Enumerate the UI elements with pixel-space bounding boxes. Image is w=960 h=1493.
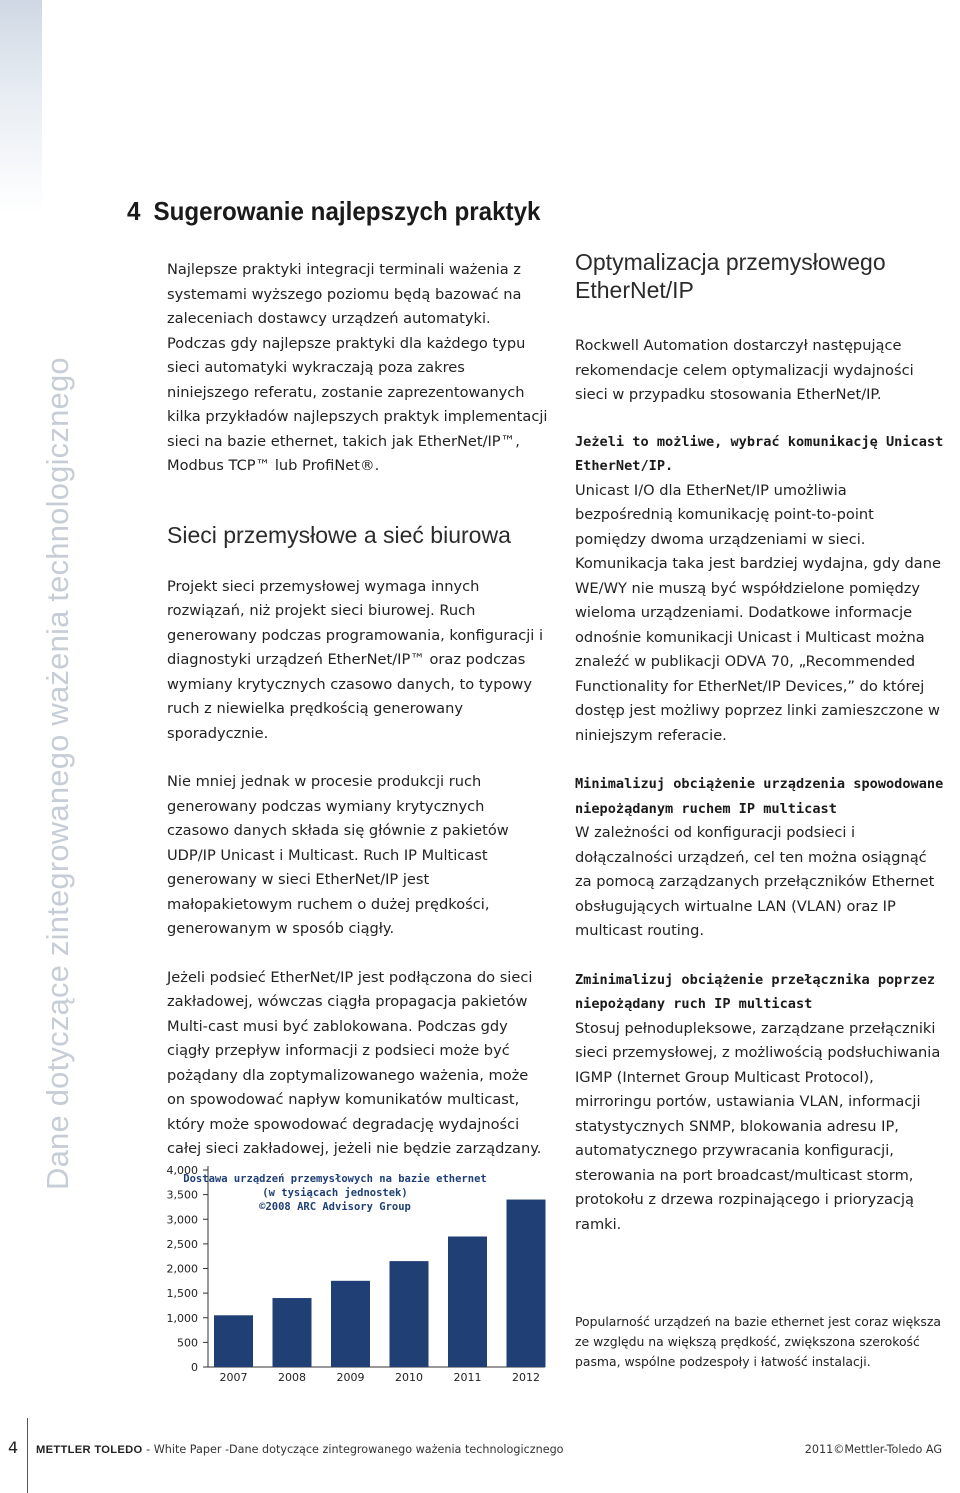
bar-2010 [390,1261,429,1367]
chart-bars [214,1200,546,1367]
subheading-optimization-line2: EtherNet/IP [575,277,694,303]
y-tick-label: 500 [177,1336,198,1350]
sidebar-gradient [0,0,42,1190]
footer-brand: METTLER TOLEDO [36,1444,143,1456]
vertical-document-title: Dane dotyczące zintegrowanego ważenia technologicznego [40,357,75,1190]
paragraph-production-traffic: Nie mniej jednak w procesie produkcji ruch generowany podczas wymiany krytycznych czasowo danych składa się głównie z pakietów UDP/IP Unicast i Multicast. Ruch IP Multicast generowany w sieci EtherNet/IP jest małopakietowym ruchem o dużej prędkości, generowanym w sposób ciągły. [167,773,509,937]
paragraph-rockwell-recommendations: Rockwell Automation dostarczył następujące rekomendacje celem optymalizacji wydajności sieci w przypadku stosowania EtherNet/IP. [575,337,914,403]
paragraph-subnet-connection: Jeżeli podsieć EtherNet/IP jest podłączona do sieci zakładowej, wówczas ciągła propagacja pakietów Multi-cast musi być zablokowana. Podczas gdy ciągły przepływ informacji z podsieci może być pożądany dla zoptymalizowanego ważenia, może on spowodować napływ komunikatów multicast, który może spowodować degradację wydajności całej sieci zakładowej, jeżeli nie będzie zarządzany. [167,968,542,1157]
chart-title-line: ©2008 ARC Advisory Group [259,1201,411,1213]
y-tick-label: 2,000 [166,1262,198,1276]
x-tick-label: 2011 [453,1371,482,1384]
bar-2007 [214,1315,253,1367]
bar-2012 [507,1200,546,1367]
chart-caption: Popularność urządzeń na bazie ethernet jest coraz większa ze względu na większą prędkość, zwiększona szerokość pasma, wspólne podzespoły i łatwość instalacji. [575,1314,941,1369]
y-tick-label: 1,500 [166,1287,198,1301]
footer-document-title: - White Paper -Dane dotyczące zintegrowanego ważenia technologicznego [142,1443,564,1456]
chart-title-line: Dostawa urządzeń przemysłowych na bazie ethernet [183,1173,487,1185]
x-tick-label: 2008 [278,1371,306,1384]
bar-2009 [331,1281,370,1367]
subheading-optimization [575,248,945,304]
right-column [575,248,945,1369]
chart-title-line: (w tysiącach jednostek) [262,1187,408,1199]
bar-2008 [273,1298,312,1367]
paragraph-minimize-switch-load: Stosuj pełnodupleksowe, zarządzane przełączniki sieci przemysłowej, z możliwością podsłuchiwania IGMP (Internet Group Multicast Protocol), mirroringu portów, ustawiania VLAN, informacji statystycznych SNMP, blokowania adresu IP, automatycznego przywracania konfiguracji, sterowania na port broadcast/multicast storm, protokołu z drzewa rozpinającego i prioryzacją ramki. [575,1019,941,1233]
chart-title [183,1173,486,1213]
y-tick-label: 0 [191,1361,198,1374]
bar-chart-svg [140,1150,560,1400]
section-number: 4 [127,196,141,226]
bar-chart [140,1150,560,1400]
x-tick-label: 2007 [219,1371,248,1384]
intro-paragraph: Najlepsze praktyki integracji terminali ważenia z systemami wyższego poziomu będą bazować na zaleceniach dostawcy urządzeń automatyki. Podczas gdy najlepsze praktyki dla każdego typu sieci automatyki wykraczają poza zakres niniejszego referatu, zostanie zaprezentowanych kilka przykładów najlepszych praktyk implementacji sieci na bazie ethernet, takich jak EtherNet/IP™, Modbus TCP™ lub ProfiNet®. [167,261,548,474]
x-tick-label: 2010 [395,1371,423,1384]
y-tick-label: 1,000 [166,1311,198,1325]
y-tick-label: 4,000 [166,1164,198,1177]
footer-divider [27,1418,28,1493]
subheading-industrial-vs-office: Sieci przemysłowe a sieć biurowa [167,521,511,548]
footer-document-label [36,1443,564,1456]
subheading-optimization-line1: Optymalizacja przemysłowego [575,249,886,275]
section-heading [127,196,541,227]
heading-unicast: Jeżeli to możliwe, wybrać komunikację Unicast EtherNet/IP. [575,433,944,474]
chart-x-labels [220,1371,541,1384]
bar-2011 [448,1236,487,1367]
paragraph-minimize-device-load: W zależności od konfiguracji podsieci i dołączalności urządzeń, cel ten można osiągnąć za pomocą zarządzanych przełączników Ethernet obsługujących wirtualne LAN (VLAN) oraz IP multicast routing. [575,824,935,939]
paragraph-industrial-network-design: Projekt sieci przemysłowej wymaga innych rozwiązań, niż projekt sieci biurowej. Ruch generowany podczas programowania, konfiguracji i diagnostyki urządzeń EtherNet/IP™ oraz podczas wymiany krytycznych czasowo danych, to typowy ruch z niewielka prędkością generowany sporadycznie. [167,577,544,742]
y-tick-label: 2,500 [166,1237,198,1251]
footer-copyright: 2011©Mettler-Toledo AG [804,1443,942,1456]
paragraph-unicast: Unicast I/O dla EtherNet/IP umożliwia bezpośrednią komunikację point-to-point pomiędzy dwoma urządzeniami w sieci. Komunikacja taka jest bardziej wydajna, gdy dane WE/WY nie muszą być współdzielone pomiędzy wieloma urządzeniami. Dodatkowe informacje odnośnie komunikacji Unicast i Multicast można znaleźć w publikacji ODVA 70, „Recommended Functionality for EtherNet/IP Devices,” do której dostęp jest możliwy poprzez linki zamieszczone w niniejszym referacie. [575,481,941,744]
heading-minimize-device-load: Minimalizuj obciążenie urządzenia spowodowane niepożądanym ruchem IP multicast [575,776,944,817]
x-tick-label: 2009 [336,1371,365,1384]
section-title: Sugerowanie najlepszych praktyk [153,196,541,226]
heading-minimize-switch-load: Zminimalizuj obciążenie przełącznika poprzez niepożądany ruch IP multicast [575,971,936,1012]
left-column [167,258,550,1162]
page-number: 4 [8,1438,19,1457]
y-tick-label: 3,000 [166,1213,198,1227]
x-tick-label: 2012 [512,1371,540,1384]
y-tick-label: 3,500 [166,1188,198,1202]
